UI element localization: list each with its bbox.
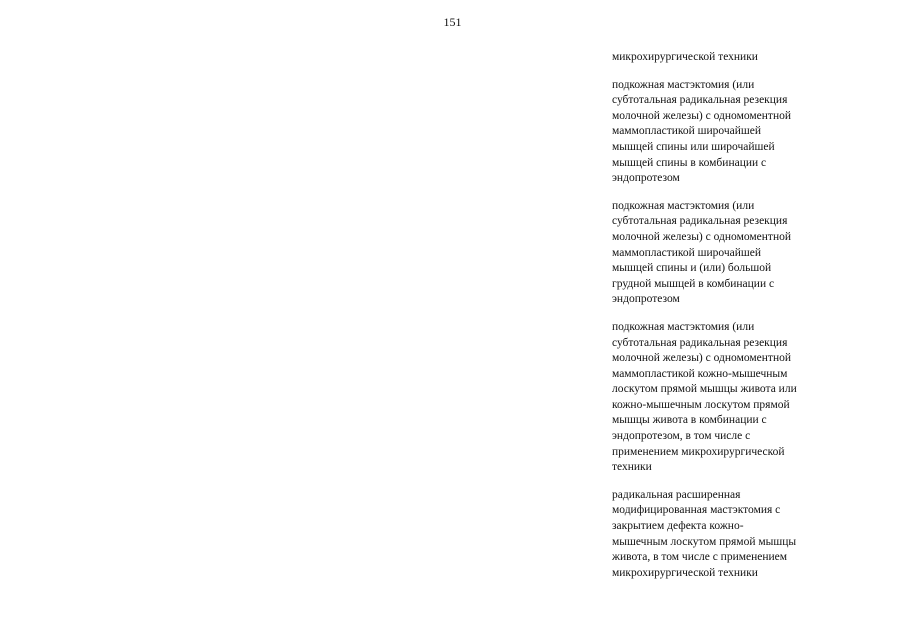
text-line: микрохирургической техники xyxy=(612,51,758,63)
text-line: микрохирургической техники xyxy=(612,566,758,579)
text-line: подкожная мастэктомия (или xyxy=(612,78,755,91)
text-line: мышцей спины в комбинации с xyxy=(612,156,767,169)
text-line: молочной железы) с одномоментной xyxy=(612,352,792,365)
text-line: молочной железы) с одномоментной xyxy=(612,230,792,243)
text-line: маммопластикой широчайшей xyxy=(612,246,762,259)
text-line: подкожная мастэктомия (или xyxy=(612,320,755,333)
text-paragraph xyxy=(612,78,812,187)
text-line: молочной железы) с одномоментной xyxy=(612,109,792,122)
text-line: мышечным лоскутом прямой мышцы xyxy=(612,535,797,548)
text-column xyxy=(612,50,812,593)
text-line: субтотальная радикальная резекция xyxy=(612,94,788,107)
text-line: закрытием дефекта кожно- xyxy=(612,520,744,533)
text-line: грудной мышцей в комбинации с xyxy=(612,277,775,290)
text-line: эндопротезом xyxy=(612,172,680,185)
text-paragraph xyxy=(612,320,812,476)
text-line: подкожная мастэктомия (или xyxy=(612,199,755,212)
text-line: кожно-мышечным лоскутом прямой xyxy=(612,398,790,411)
text-line: мышцей спины или широчайшей xyxy=(612,140,775,153)
text-line: лоскутом прямой мышцы живота или xyxy=(612,383,797,396)
text-line: радикальная расширенная xyxy=(612,488,741,501)
text-line: применением микрохирургической xyxy=(612,445,785,458)
text-line: субтотальная радикальная резекция xyxy=(612,336,788,349)
text-paragraph xyxy=(612,199,812,308)
page-number: 151 xyxy=(443,15,462,29)
text-line: маммопластикой широчайшей xyxy=(612,125,762,138)
text-line: эндопротезом xyxy=(612,293,680,306)
text-line: маммопластикой кожно-мышечным xyxy=(612,367,788,380)
text-line: модифицированная мастэктомия с xyxy=(612,504,781,517)
text-paragraph xyxy=(612,50,812,66)
text-line: эндопротезом, в том числе с xyxy=(612,430,751,443)
text-line: живота, в том числе с применением xyxy=(612,551,788,564)
text-line: техники xyxy=(612,461,652,474)
text-line: мышцы живота в комбинации с xyxy=(612,414,767,427)
text-line: мышцей спины и (или) большой xyxy=(612,262,772,275)
text-paragraph xyxy=(612,488,812,582)
text-line: субтотальная радикальная резекция xyxy=(612,215,788,228)
